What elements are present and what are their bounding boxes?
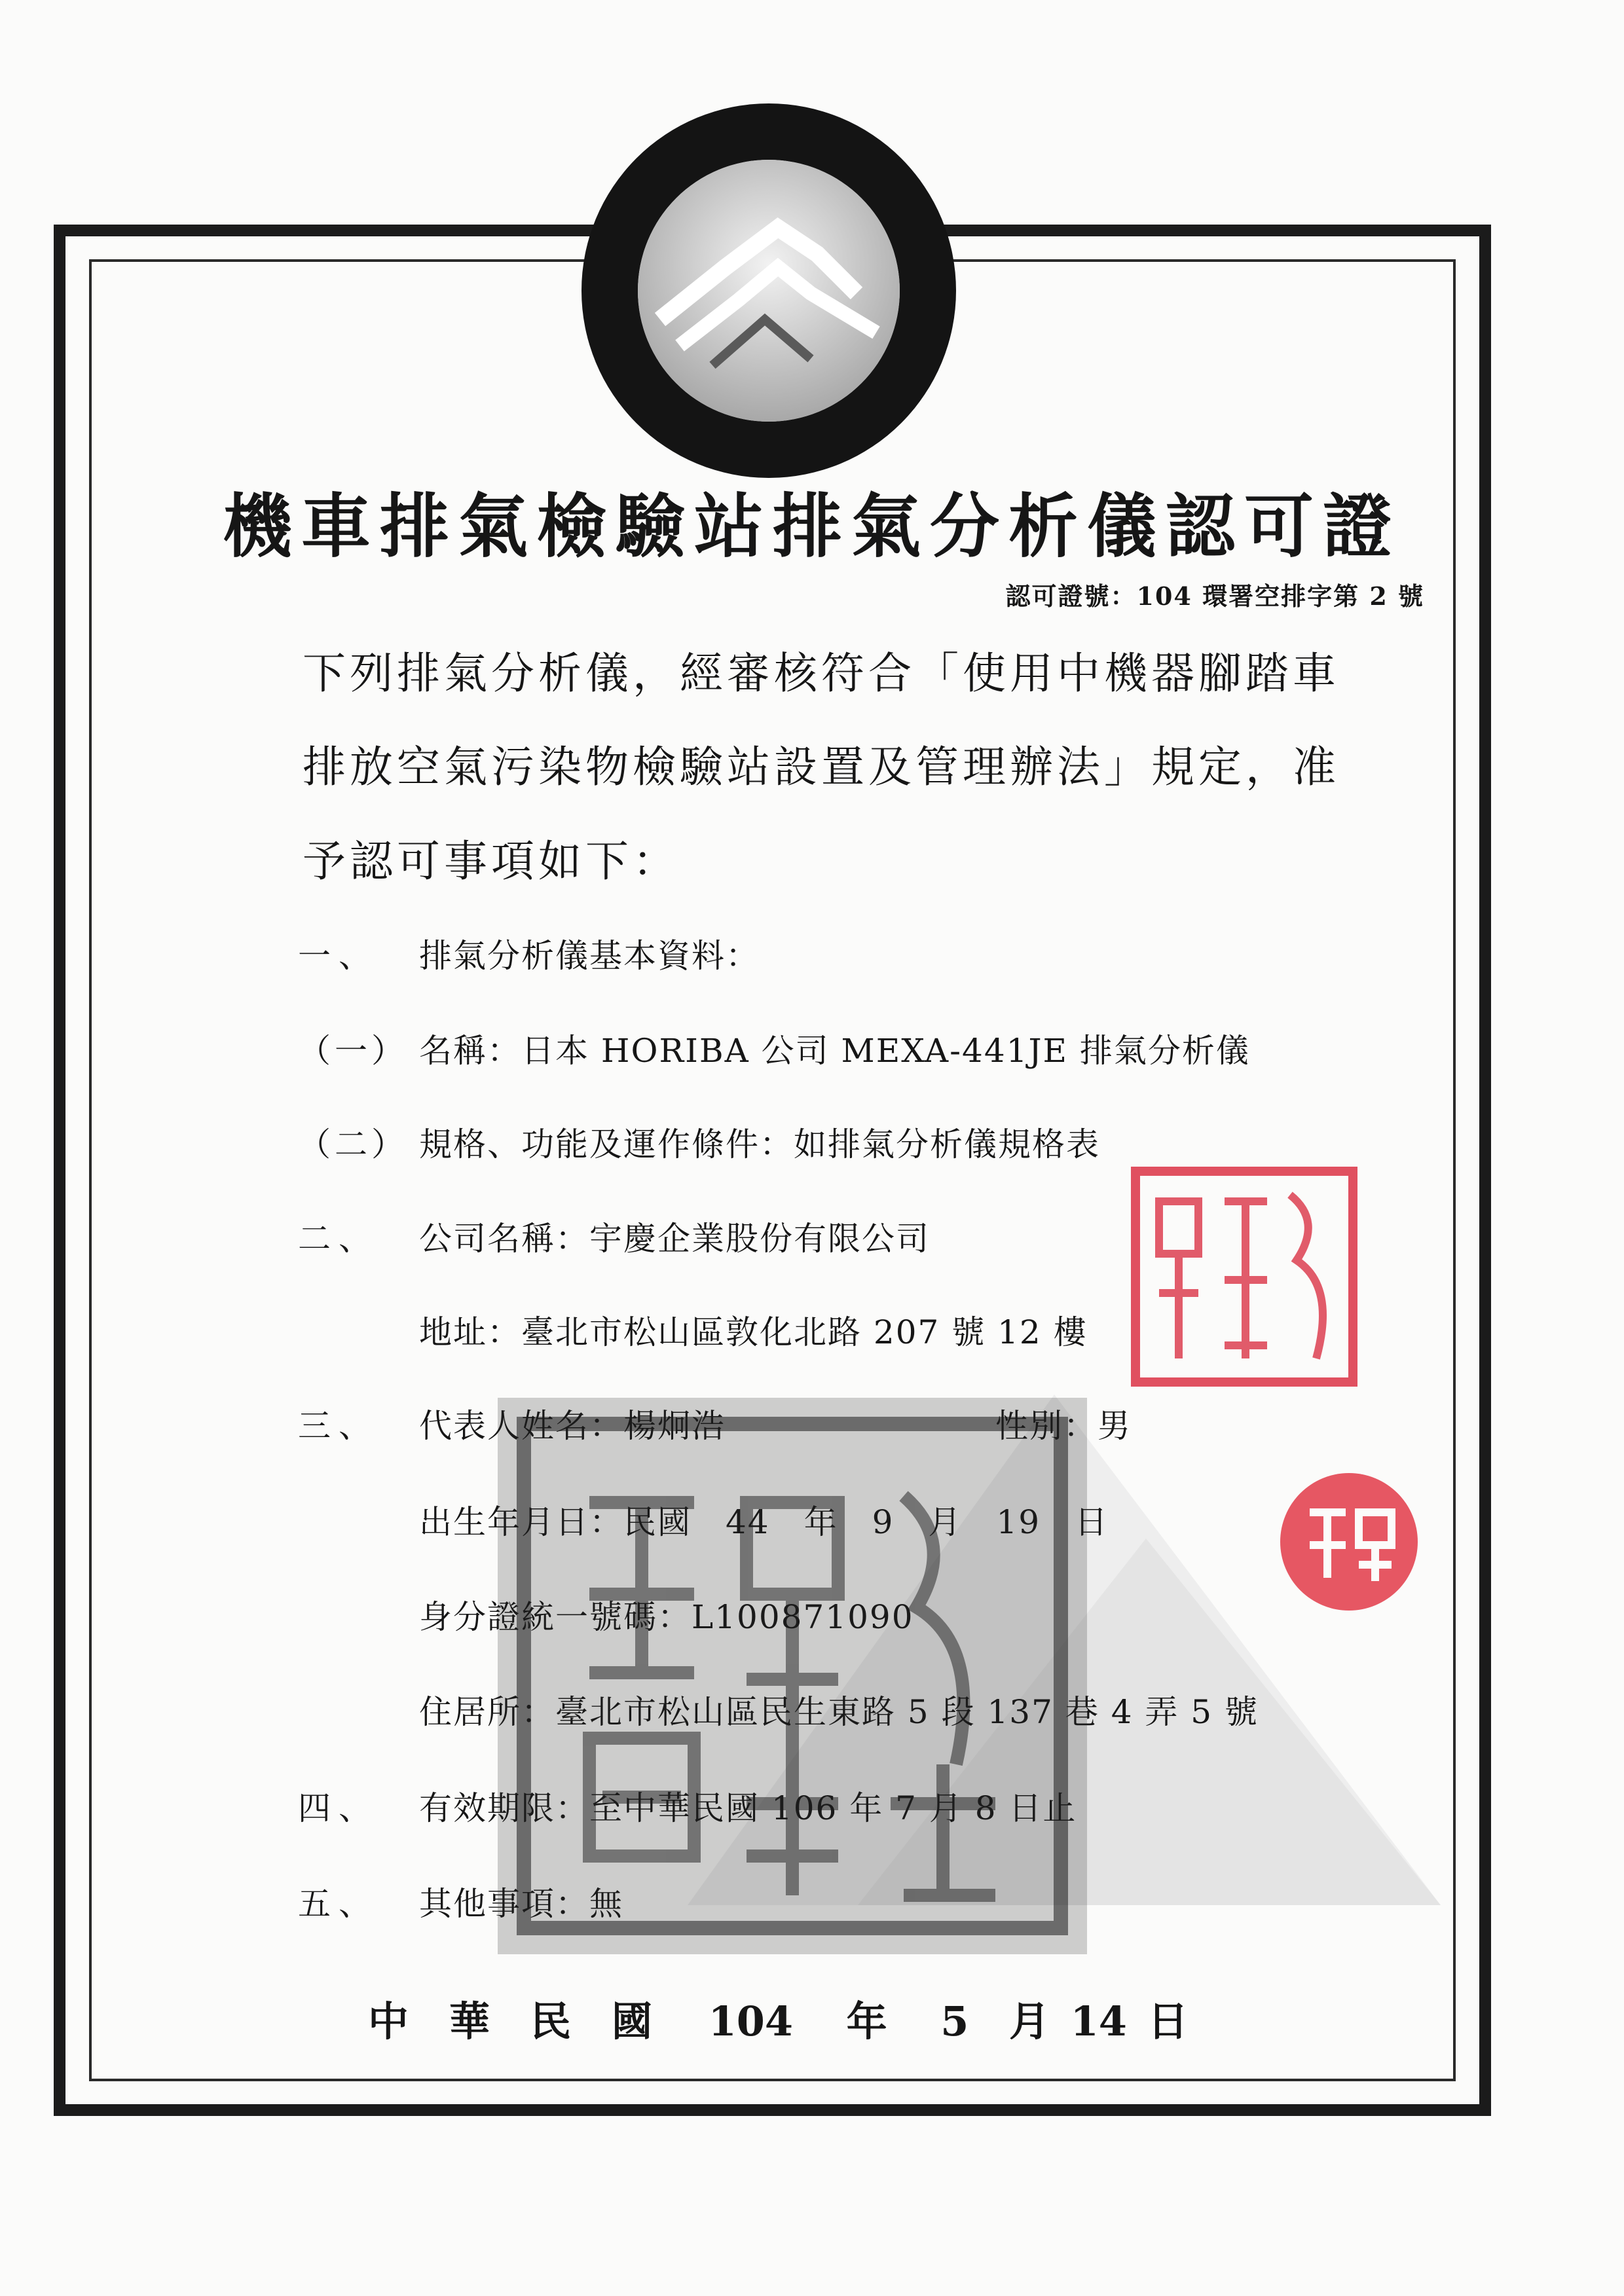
issue-date-month: 5: [940, 1997, 969, 2045]
certificate-number: 認可證號：104 環署空排字第 2 號: [1005, 581, 1424, 611]
address-text: 地址：臺北市松山區敦化北路 207 號 12 樓: [419, 1313, 1088, 1351]
intro-line-1: 下列排氣分析儀，經審核符合「使用中機器腳踏車: [303, 648, 1340, 699]
section4-text: 有效期限：至中華民國 106 年 7 月 8 日止: [419, 1789, 1077, 1827]
sub2-marker: （二）: [298, 1125, 408, 1163]
certificate-title: 機車排氣檢驗站排氣分析儀認可證: [223, 485, 1401, 567]
issue-date: [368, 1989, 1188, 2047]
section2-text: 公司名稱：宇慶企業股份有限公司: [419, 1220, 930, 1258]
intro-line-2: 排放空氣污染物檢驗站設置及管理辦法」規定，准: [303, 742, 1340, 792]
residence-text: 住居所：臺北市松山區民生東路 5 段 137 巷 4 弄 5 號: [419, 1693, 1259, 1731]
sub2-text: 規格、功能及運作條件：如排氣分析儀規格表: [419, 1125, 1100, 1163]
section2-marker: 二、: [298, 1220, 379, 1258]
section3-marker: 三、: [298, 1407, 379, 1445]
red-agency-seal-icon: [1126, 1162, 1362, 1391]
red-signature-seal-icon: [1274, 1467, 1424, 1617]
section1-text: 排氣分析儀基本資料：: [419, 937, 760, 975]
gender-text: 性別：男: [995, 1407, 1132, 1445]
official-large-seal-icon: [498, 1398, 1087, 1954]
birth-text: 出生年月日：民國 44 年 9 月 19 日: [419, 1503, 1109, 1541]
issue-date-day: 14: [1070, 1997, 1127, 2045]
section5-text: 其他事項：無: [419, 1885, 623, 1923]
issue-date-day-unit: 日: [1147, 1997, 1189, 2045]
epa-logo-icon: [581, 103, 956, 478]
section3-text: 代表人姓名：楊炯浩: [419, 1407, 726, 1445]
sub1-marker: （一）: [298, 1032, 408, 1070]
section5-marker: 五、: [298, 1885, 379, 1923]
section4-marker: 四、: [298, 1789, 379, 1827]
issue-date-year-unit: 年: [846, 1997, 887, 2045]
intro-line-3: 予認可事項如下：: [303, 836, 680, 886]
id-number-text: 身分證統一號碼：L100871090: [419, 1598, 914, 1636]
sub1-text: 名稱：日本 HORIBA 公司 MEXA-441JE 排氣分析儀: [419, 1032, 1250, 1070]
issue-date-prefix: 中 華 民 國: [368, 1997, 653, 2045]
issue-date-year: 104: [708, 1997, 794, 2045]
section1-marker: 一、: [298, 937, 379, 975]
issue-date-month-unit: 月: [1008, 1997, 1050, 2045]
